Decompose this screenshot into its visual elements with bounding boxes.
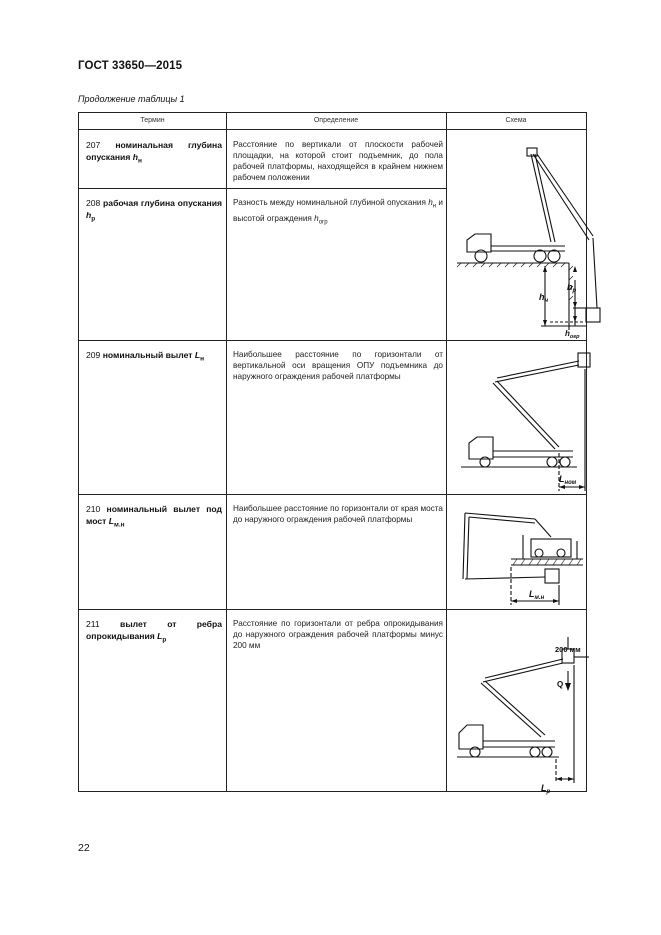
- column-header-term: Термин: [140, 117, 165, 124]
- scheme-lowering-depth: [447, 130, 585, 340]
- scheme-nominal-outreach: [447, 343, 585, 493]
- definition-209: Наибольшее расстояние по горизонтали от вертикальной оси вращения ОПУ подъемника до наружного ограждения рабочей платформы: [233, 350, 443, 381]
- definition-210: Наибольшее расстояние по горизонтали от края моста до наружного ограждения рабочей платформы: [233, 504, 443, 524]
- label-l-mn: $L_{м.н}$: [529, 589, 545, 601]
- table-rule: [79, 609, 586, 610]
- label-h-n: $h_н$: [539, 292, 549, 304]
- label-l-nom: $L_{ном}$: [559, 474, 577, 486]
- term-208: 208 рабочая глубина опускания $h_р$: [86, 198, 222, 223]
- table-rule: [79, 494, 586, 495]
- label-h-ogr: $h_{огр}$: [565, 329, 580, 340]
- document-header: ГОСТ 33650—2015: [78, 60, 183, 72]
- label-q: Q: [557, 680, 564, 689]
- nominal-outreach-drawing: [447, 343, 585, 493]
- tipping-edge-drawing: [447, 611, 585, 795]
- page-number: 22: [78, 842, 90, 854]
- table-rule: [79, 188, 446, 189]
- label-h-p: $h_р$: [567, 282, 577, 294]
- definition-207: Расстояние по вертикали от плоскости рабочей площадки, на которой стоит подъемник, до пола рабочей платформы, находящейся в крайнем нижнем рабочем положении: [233, 140, 443, 182]
- lowering-depth-drawing: [447, 130, 585, 340]
- definition-208: Разность между номинальной глубиной опускания $h_н$ и высотой ограждения $h_{огр}$: [233, 198, 443, 226]
- term-211: 211 вылет от ребра опрокидывания $L_р$: [86, 619, 222, 644]
- term-210: 210 номинальный вылет под мост $L_{м.н}$: [86, 504, 222, 529]
- table-rule: [79, 340, 586, 341]
- column-header-definition: Определение: [313, 117, 359, 124]
- term-207: 207 номинальная глубина опускания $h_н$: [86, 140, 222, 165]
- column-header-scheme: Схема: [505, 117, 527, 124]
- definition-211: Расстояние по горизонтали от ребра опрокидывания до наружного ограждения рабочей платформы минус 200 мм: [233, 619, 443, 650]
- scheme-under-bridge-outreach: [447, 497, 585, 607]
- under-bridge-drawing: [447, 497, 585, 607]
- label-l-p: $L_р$: [541, 783, 551, 795]
- scheme-tipping-edge-outreach: [447, 611, 585, 795]
- table-caption: Продолжение таблицы 1: [78, 94, 185, 104]
- label-200mm: 200 мм: [555, 645, 581, 654]
- table-rule: [226, 113, 227, 791]
- term-209: 209 номинальный вылет $L_н$: [86, 350, 205, 363]
- terms-table: [78, 112, 587, 795]
